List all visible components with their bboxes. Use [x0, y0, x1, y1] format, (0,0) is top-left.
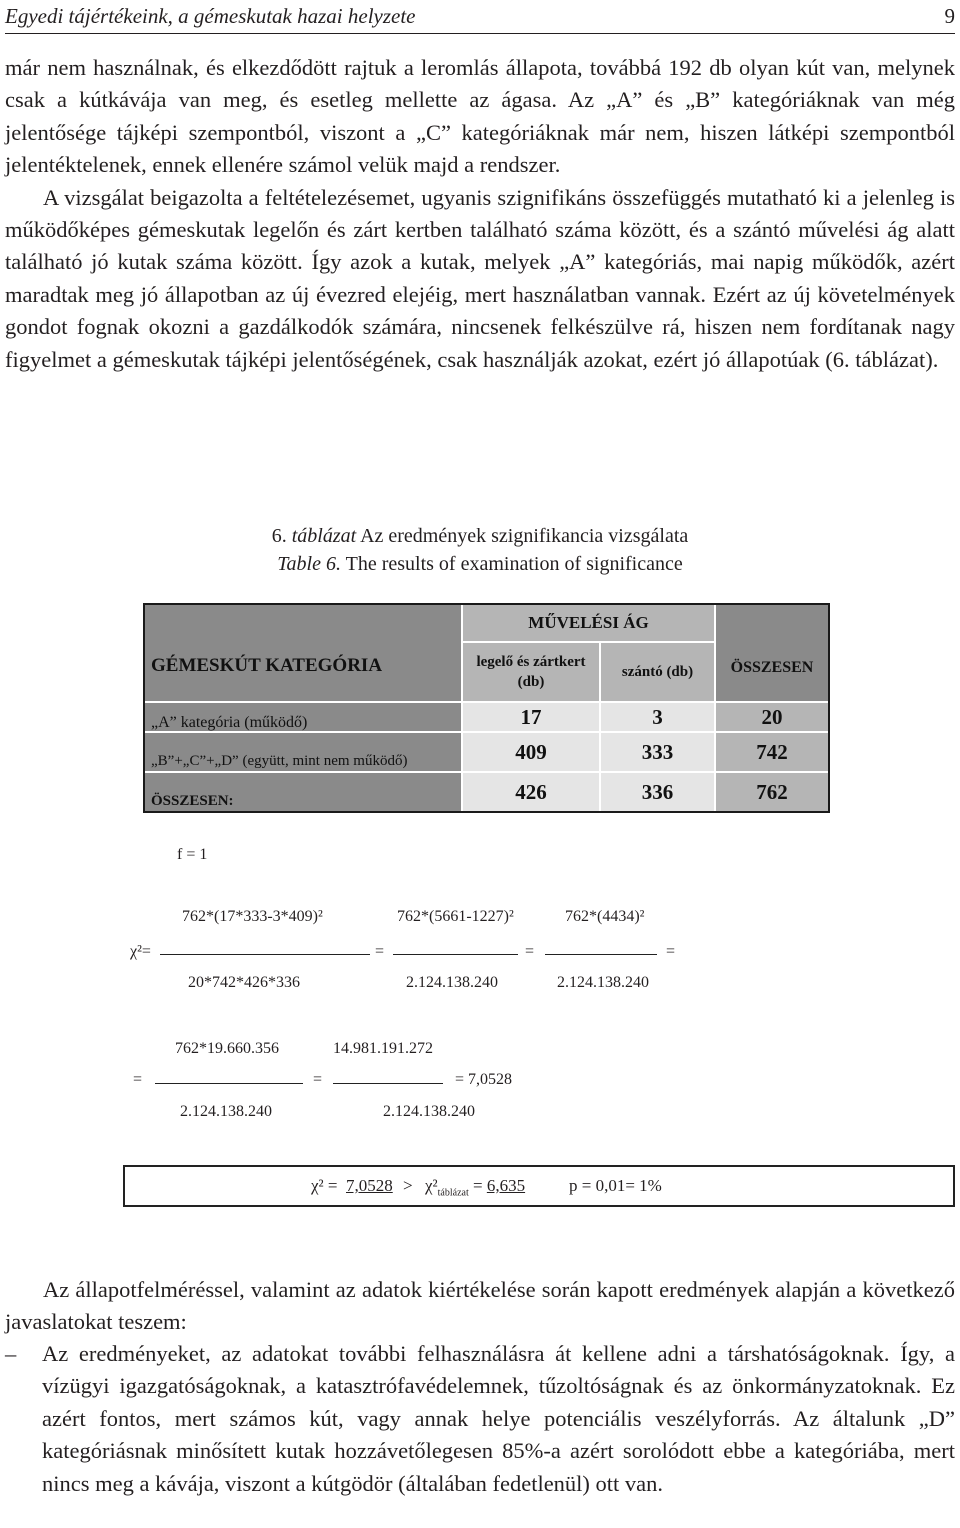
running-title: Egyedi tájértékeink, a gémeskutak hazai helyzete [5, 4, 416, 28]
header-rule [5, 33, 955, 34]
paragraph-2: A vizsgálat beigazolta a feltételezésemet, ugyanis szignifikáns összefüggés mutatható ki a jelenleg is működőképes gémeskutak legelőn és zárt kertben található száma között, és a szántó művelési ág alatt található jó kutak száma között. Így azok a kutak, melyek „A” kategóriás, mai napig működők, azért maradtak meg jó állapotban az új évezred elejéig, mert használatban vannak. Ezért az új követelmények gondot fognak okozni a gazdálkodók számára, nincsenek felkészülve rá, hiszen nem fordítanak nagy figyelmet a gémeskutak tájképi jelentőségének, csak használják azokat, ezért jó állapotúak (6. táblázat). [5, 184, 955, 372]
table-row-label: „A” kategória (működő) [145, 701, 461, 731]
list-item-text: Az eredményeket, az adatokat további felhasználásra át kellene adni a társhatóságoknak. Így, a vízügyi igazgatóságoknak, a katasztrófavédelemnek, tűzoltóságnak és az önkormányzatoknak. Ez azért fontos, mert számos kút, vagy annak helye potenciális veszélyforrás. Az általunk „D” kategóriásnak minősített kutak hozzávetőlegesen 85%-a azért sorolódott ebbe a kategóriába, mert nincs meg a kávája, viszont a kútgödör (általában fedetlenül) ott van. [42, 1341, 955, 1496]
numerator-1: 762*(17*333-3*409)² [182, 908, 323, 925]
equals-sign: = [133, 1071, 143, 1088]
caption-title-en: The results of examination of significance [340, 553, 683, 575]
body-text-bottom [5, 1274, 955, 1339]
caption-title-hu: Az eredmények szignifikancia vizsgálata [356, 525, 689, 547]
significance-table [143, 603, 830, 813]
fraction-line [393, 954, 518, 955]
table-cell: 333 [599, 731, 714, 771]
table-cell: 426 [461, 771, 599, 811]
equals-sign: = [525, 943, 535, 960]
denominator-1: 20*742*426*336 [188, 974, 300, 991]
table-row-label: „B”+„C”+„D” (együtt, mint nem működő) [145, 731, 461, 771]
table-col-arable: szántó (db) [599, 641, 714, 701]
table-cell: 3 [599, 701, 714, 731]
table-cell: 17 [461, 701, 599, 731]
box-table-value: 6,635 [486, 1176, 526, 1195]
box-chi-value: 7,0528 [346, 1176, 393, 1195]
denominator-5: 2.124.138.240 [383, 1103, 475, 1120]
table-col-total: ÖSSZESEN [714, 605, 828, 701]
fraction-line [333, 1083, 443, 1084]
numerator-4: 762*19.660.356 [175, 1040, 279, 1057]
caption-hungarian [0, 522, 960, 550]
paragraph-1: már nem használnak, és elkezdődött rajtuk a leromlás állapota, továbbá 192 db olyan kút van, melynek csak a kútkávája van meg, és esetleg mellette az ágasa. Az „A” és „B” kategóriáknak van még jelentősége tájképi szempontból, viszont a „C” kategóriáknak már nem, hiszen látképi szempontból jelentéktelenek, ennek ellenére számol velük majd a rendszer. [5, 55, 955, 178]
chi-square-formula [0, 840, 960, 1140]
table-group-header: MŰVELÉSI ÁG [461, 605, 714, 641]
box-p-value: p = 0,01= 1% [569, 1176, 662, 1195]
numerator-2: 762*(5661-1227)² [397, 908, 514, 925]
caption-english [0, 550, 960, 578]
table-corner-header: GÉMESKÚT KATEGÓRIA [145, 605, 461, 701]
chi-label: χ²= [130, 943, 151, 960]
body-text-top [5, 52, 955, 376]
box-chi-symbol: χ² [425, 1176, 438, 1195]
box-chi-label: χ² = [311, 1176, 338, 1195]
table-cell-total: 762 [714, 771, 828, 811]
numerator-5: 14.981.191.272 [333, 1040, 433, 1057]
box-chi-table-label [425, 1176, 525, 1198]
result-box [123, 1165, 955, 1207]
box-subscript: táblázat [437, 1187, 469, 1199]
equals-sign: = [666, 943, 676, 960]
paragraph-3: Az állapotfelméréssel, valamint az adatok kiértékelése során kapott eredmények alapján a következő javaslatokat teszem: [5, 1277, 955, 1335]
caption-label-en: Table 6. [277, 553, 341, 575]
table-cell-total: 742 [714, 731, 828, 771]
box-greater-than: > [403, 1176, 413, 1195]
table-caption [0, 522, 960, 578]
chi-square-result: = 7,0528 [455, 1071, 513, 1088]
page-header [5, 2, 955, 32]
caption-label-hu: táblázat [291, 525, 357, 547]
equals-sign: = [375, 943, 385, 960]
table-row-label-total: ÖSSZESEN: [145, 771, 461, 811]
numerator-3: 762*(4434)² [565, 908, 645, 925]
degrees-of-freedom: f = 1 [177, 846, 208, 863]
caption-number: 6. [271, 525, 292, 547]
fraction-line [545, 954, 657, 955]
denominator-2: 2.124.138.240 [406, 974, 498, 991]
equals-sign: = [313, 1071, 323, 1088]
table-cell: 336 [599, 771, 714, 811]
table-col-pasture: legelő és zártkert (db) [461, 641, 599, 701]
fraction-line [160, 954, 370, 955]
fraction-line [155, 1083, 303, 1084]
page-number: 9 [944, 4, 955, 28]
list-dash: – [5, 1341, 17, 1366]
list-item [5, 1338, 955, 1500]
denominator-3: 2.124.138.240 [557, 974, 649, 991]
box-equals: = [468, 1176, 487, 1195]
denominator-4: 2.124.138.240 [180, 1103, 272, 1120]
table-cell: 409 [461, 731, 599, 771]
table-cell-total: 20 [714, 701, 828, 731]
